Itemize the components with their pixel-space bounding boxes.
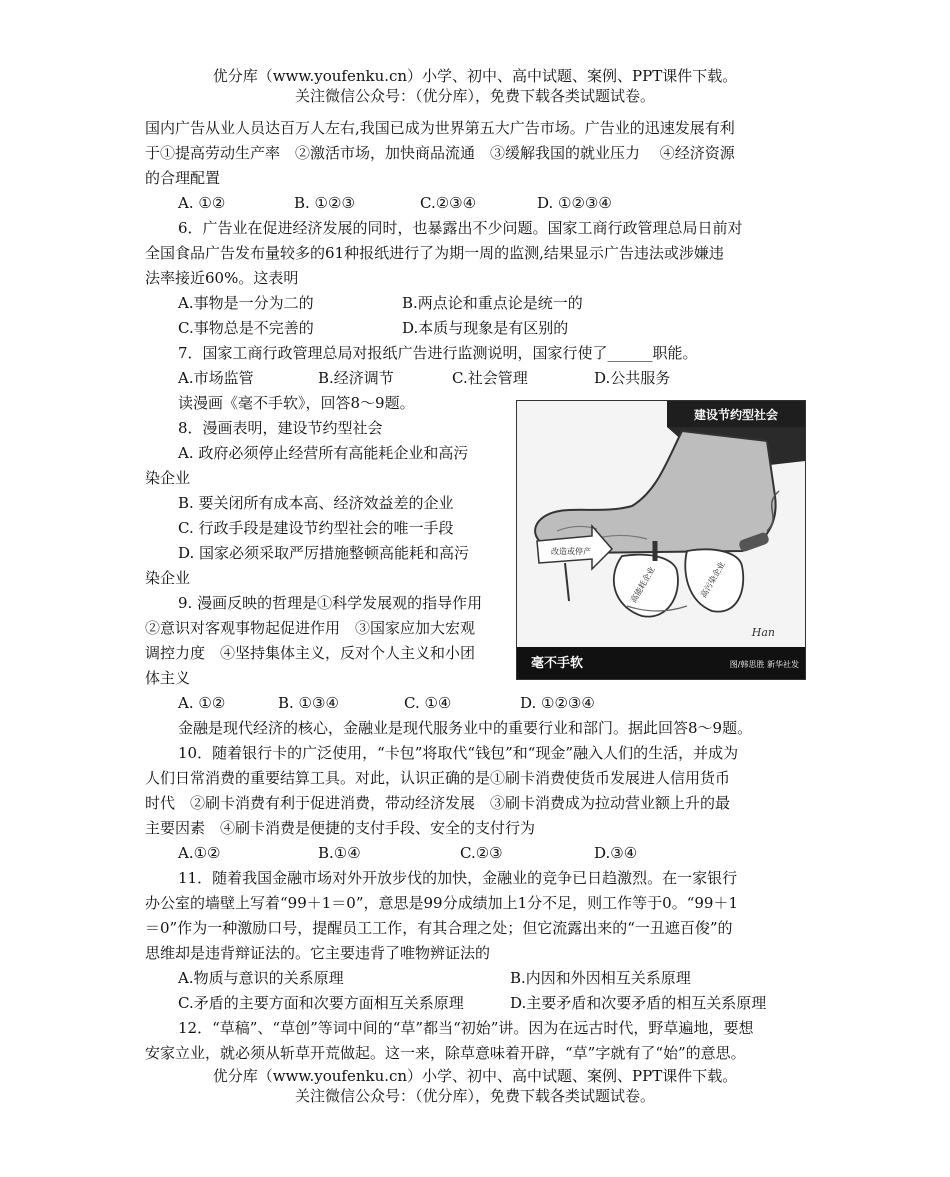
q11-line-1: 11．随着我国金融市场对外开放步伐的加快，金融业的竞争已日趋激烈。在一家银行 (178, 869, 738, 887)
q11-option-a: A.物质与意识的关系原理 (178, 969, 344, 987)
q9-option-b: B. ①③④ (278, 694, 339, 712)
q8-option-d-line-1: D. 国家必须采取严厉措施整顿高能耗和高污 (178, 544, 470, 562)
header-line-2: 关注微信公众号：（优分库），免费下载各类试题试卷。 (294, 87, 655, 105)
q10-option-c: C.②③ (460, 844, 503, 862)
q6-option-b: B.两点论和重点论是统一的 (402, 294, 583, 312)
cartoon-drawing (517, 401, 805, 679)
q12-line-1: 12．“草稿”、“草创”等词中间的“草”都当“初始”讲。因为在远古时代，野草遍地，要想 (178, 1019, 754, 1037)
q5-option-c: C.②③④ (420, 194, 477, 212)
q11-option-b: B.内因和外因相互关系原理 (510, 969, 691, 987)
cartoon-credit: 图/韩思胜 新华社发 (729, 660, 799, 669)
q9-line-1: 9. 漫画反映的哲理是①科学发展观的指导作用 (178, 594, 483, 612)
q11-line-2: 办公室的墙壁上写着“99＋1＝0”，意思是99分成绩加上1分不足，则工作等于0。“99＋1 (145, 894, 738, 912)
q8-option-a-line-2: 染企业 (145, 469, 191, 487)
header-line-1: 优分库（www.youfenku.cn）小学、初中、高中试题、案例、PPT课件下载。 (212, 67, 738, 85)
q10-option-d: D.③④ (594, 844, 638, 862)
q7-line-1: 7．国家工商行政管理总局对报纸广告进行监测说明，国家行使了______职能。 (178, 344, 698, 362)
q5-line-3: 的合理配置 (145, 169, 221, 187)
cartoon-sign-text: 改造或停产 (551, 547, 591, 556)
q9-option-c: C. ①④ (404, 694, 452, 712)
q10-option-b: B.①④ (318, 844, 361, 862)
q6-line-2: 全国食品广告发布量较多的61种报纸进行了为期一周的监测,结果显示广告违法或涉嫌违 (145, 244, 724, 262)
q8-option-c: C. 行政手段是建设节约型社会的唯一手段 (178, 519, 454, 537)
q10-line-1: 10．随着银行卡的广泛使用，“卡包”将取代“钱包”和“现金”融入人们的生活，并成为 (178, 744, 739, 762)
q11-option-d: D.主要矛盾和次要矛盾的相互关系原理 (510, 994, 767, 1012)
q7-option-b: B.经济调节 (318, 369, 394, 387)
q8-option-d-line-2: 染企业 (145, 569, 191, 587)
q5-option-d: D. ①②③④ (537, 194, 612, 212)
q9-option-a: A. ①② (178, 694, 226, 712)
q11-option-c: C.矛盾的主要方面和次要方面相互关系原理 (178, 994, 464, 1012)
q10-line-3: 时代 ②刷卡消费有利于促进消费，带动经济发展 ③刷卡消费成为拉动营业额上升的最 (145, 794, 731, 812)
q7-option-a: A.市场监管 (178, 369, 254, 387)
q6-line-1: 6．广告业在促进经济发展的同时，也暴露出不少问题。国家工商行政管理总局日前对 (178, 219, 743, 237)
cartoon-intro: 读漫画《毫不手软》，回答8～9题。 (178, 394, 415, 412)
q8-option-a-line-1: A. 政府必须停止经营所有高能耗企业和高污 (178, 444, 469, 462)
q10-option-a: A.①② (178, 844, 221, 862)
q9-line-3: 调控力度 ④坚持集体主义，反对个人主义和小团 (145, 644, 476, 662)
q9-line-2: ②意识对客观事物起促进作用 ③国家应加大宏观 (145, 619, 476, 637)
q8-option-b: B. 要关闭所有成本高、经济效益差的企业 (178, 494, 454, 512)
q6-line-3: 法率接近60%。这表明 (145, 269, 299, 287)
cartoon-title: 毫不手软 (531, 656, 584, 671)
footer-line-2: 关注微信公众号：（优分库），免费下载各类试题试卷。 (294, 1087, 655, 1105)
cartoon-bag-pollution-label: 高污染企业 (698, 560, 727, 600)
q10-line-2: 人们日常消费的重要结算工具。对此，认识正确的是①刷卡消费使货币发展进人信用货币 (145, 769, 731, 787)
q5-line-1: 国内广告从业人员达百万人左右,我国已成为世界第五大广告市场。广告业的迅速发展有利 (145, 119, 735, 137)
q5-option-b: B. ①②③ (294, 194, 355, 212)
q6-option-a: A.事物是一分为二的 (178, 294, 314, 312)
q11-line-3: ＝0”作为一种激励口号，提醒员工工作，有其合理之处；但它流露出来的“一丑遮百俊”的 (145, 919, 733, 937)
q9-line-4: 体主义 (145, 669, 191, 687)
cartoon-foot (535, 431, 775, 553)
cartoon-sign-post (565, 563, 569, 601)
q7-option-c: C.社会管理 (452, 369, 528, 387)
cartoon-image (516, 400, 806, 680)
finance-intro: 金融是现代经济的核心，金融业是现代服务业中的重要行业和部门。据此回答8～9题。 (178, 719, 753, 737)
cartoon-bag-energy-label: 高能耗企业 (628, 565, 657, 605)
footer-line-1: 优分库（www.youfenku.cn）小学、初中、高中试题、案例、PPT课件下载。 (212, 1067, 738, 1085)
q11-line-4: 思维却是违背辩证法的。它主要违背了唯物辨证法的 (145, 944, 491, 962)
cartoon-signature: Han (751, 626, 775, 639)
q10-line-4: 主要因素 ④刷卡消费是便捷的支付手段、安全的支付行为 (145, 819, 536, 837)
q6-option-c: C.事物总是不完善的 (178, 319, 314, 337)
q9-option-d: D. ①②③④ (520, 694, 595, 712)
q12-line-2: 安家立业，就必须从斩草开荒做起。这一来，除草意味着开辟，“草”字就有了“始”的意思。 (145, 1044, 746, 1062)
q7-option-d: D.公共服务 (594, 369, 671, 387)
q5-option-a: A. ①② (178, 194, 226, 212)
q8-stem: 8．漫画表明，建设节约型社会 (178, 419, 383, 437)
q5-line-2: 于①提高劳动生产率 ②激活市场，加快商品流通 ③缓解我国的就业压力 ④经济资源 (145, 144, 735, 162)
cartoon-banner-text: 建设节约型社会 (693, 408, 779, 422)
q6-option-d: D.本质与现象是有区别的 (402, 319, 569, 337)
